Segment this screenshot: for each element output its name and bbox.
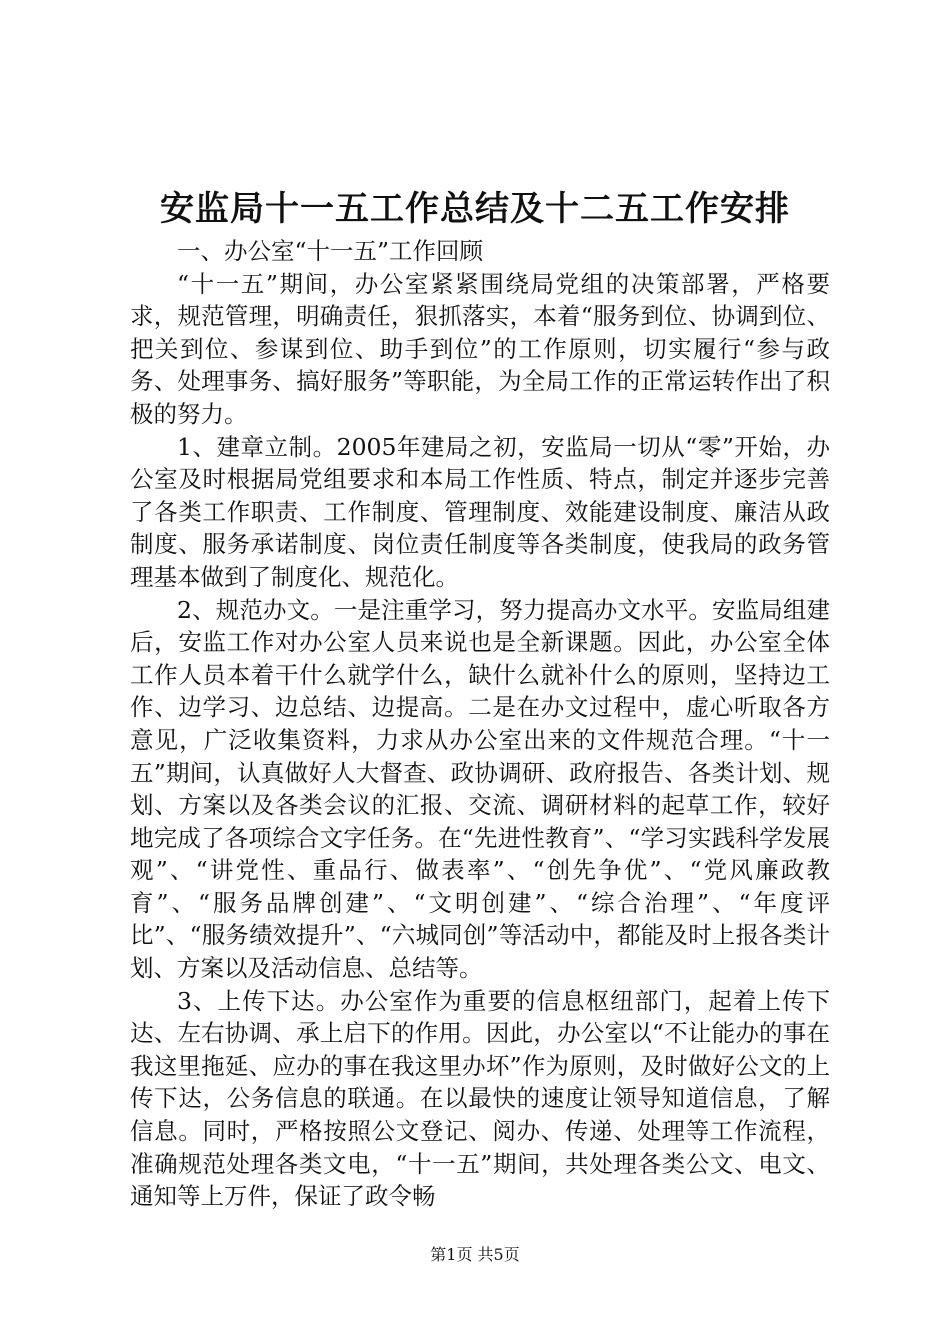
paragraph-item-1: 1、建章立制。2005年建局之初，安监局一切从“零”开始，办公室及时根据局党组要求和本局工作性质、特点，制定并逐步完善了各类工作职责、工作制度、管理制度、效能建设制度、廉洁从政制度、服务承诺制度、岗位责任制度等各类制度，使我局的政务管理基本做到了制度化、规范化。 bbox=[130, 432, 830, 591]
paragraph-intro: “十一五”期间，办公室紧紧围绕局党组的决策部署，严格要求，规范管理，明确责任，狠抓落实，本着“服务到位、协调到位、把关到位、参谋到位、助手到位”的工作原则，切实履行“参与政务、处理事务、搞好服务”等职能，为全局工作的正常运转作出了积极的努力。 bbox=[130, 269, 830, 428]
document-body bbox=[130, 235, 830, 1213]
paragraph-item-3: 3、上传下达。办公室作为重要的信息枢纽部门，起着上传下达、左右协调、承上启下的作用。因此，办公室以“不让能办的事在我这里拖延、应办的事在我这里办坏”作为原则，及时做好公文的上传下达，公务信息的联通。在以最快的速度让领导知道信息，了解信息。同时，严格按照公文登记、阅办、传递、处理等工作流程，准确规范处理各类文电，“十一五”期间，共处理各类公文、电文、通知等上万件，保证了政令畅 bbox=[130, 986, 830, 1211]
paragraph-item-2: 2、规范办文。一是注重学习，努力提高办文水平。安监局组建后，安监工作对办公室人员来说也是全新课题。因此，办公室全体工作人员本着干什么就学什么，缺什么就补什么的原则，坚持边工作、边学习、边总结、边提高。二是在办文过程中，虚心听取各方意见，广泛收集资料，力求从办公室出来的文件规范合理。“十一五”期间，认真做好人大督查、政协调研、政府报告、各类计划、规划、方案以及各类会议的汇报、交流、调研材料的起草工作，较好地完成了各项综合文字任务。在“先进性教育”、“学习实践科学发展观”、“讲党性、重品行、做表率”、“创先争优”、“党风廉政教育”、“服务品牌创建”、“文明创建”、“综合治理”、“年度评比”、“服务绩效提升”、“六城同创”等活动中，都能及时上报各类计划、方案以及活动信息、总结等。 bbox=[130, 595, 830, 983]
section-heading: 一、办公室“十一五”工作回顾 bbox=[177, 237, 484, 265]
document-title: 安监局十一五工作总结及十二五工作安排 bbox=[160, 189, 790, 229]
page-number-footer: 第1页 共5页 bbox=[430, 1245, 520, 1264]
